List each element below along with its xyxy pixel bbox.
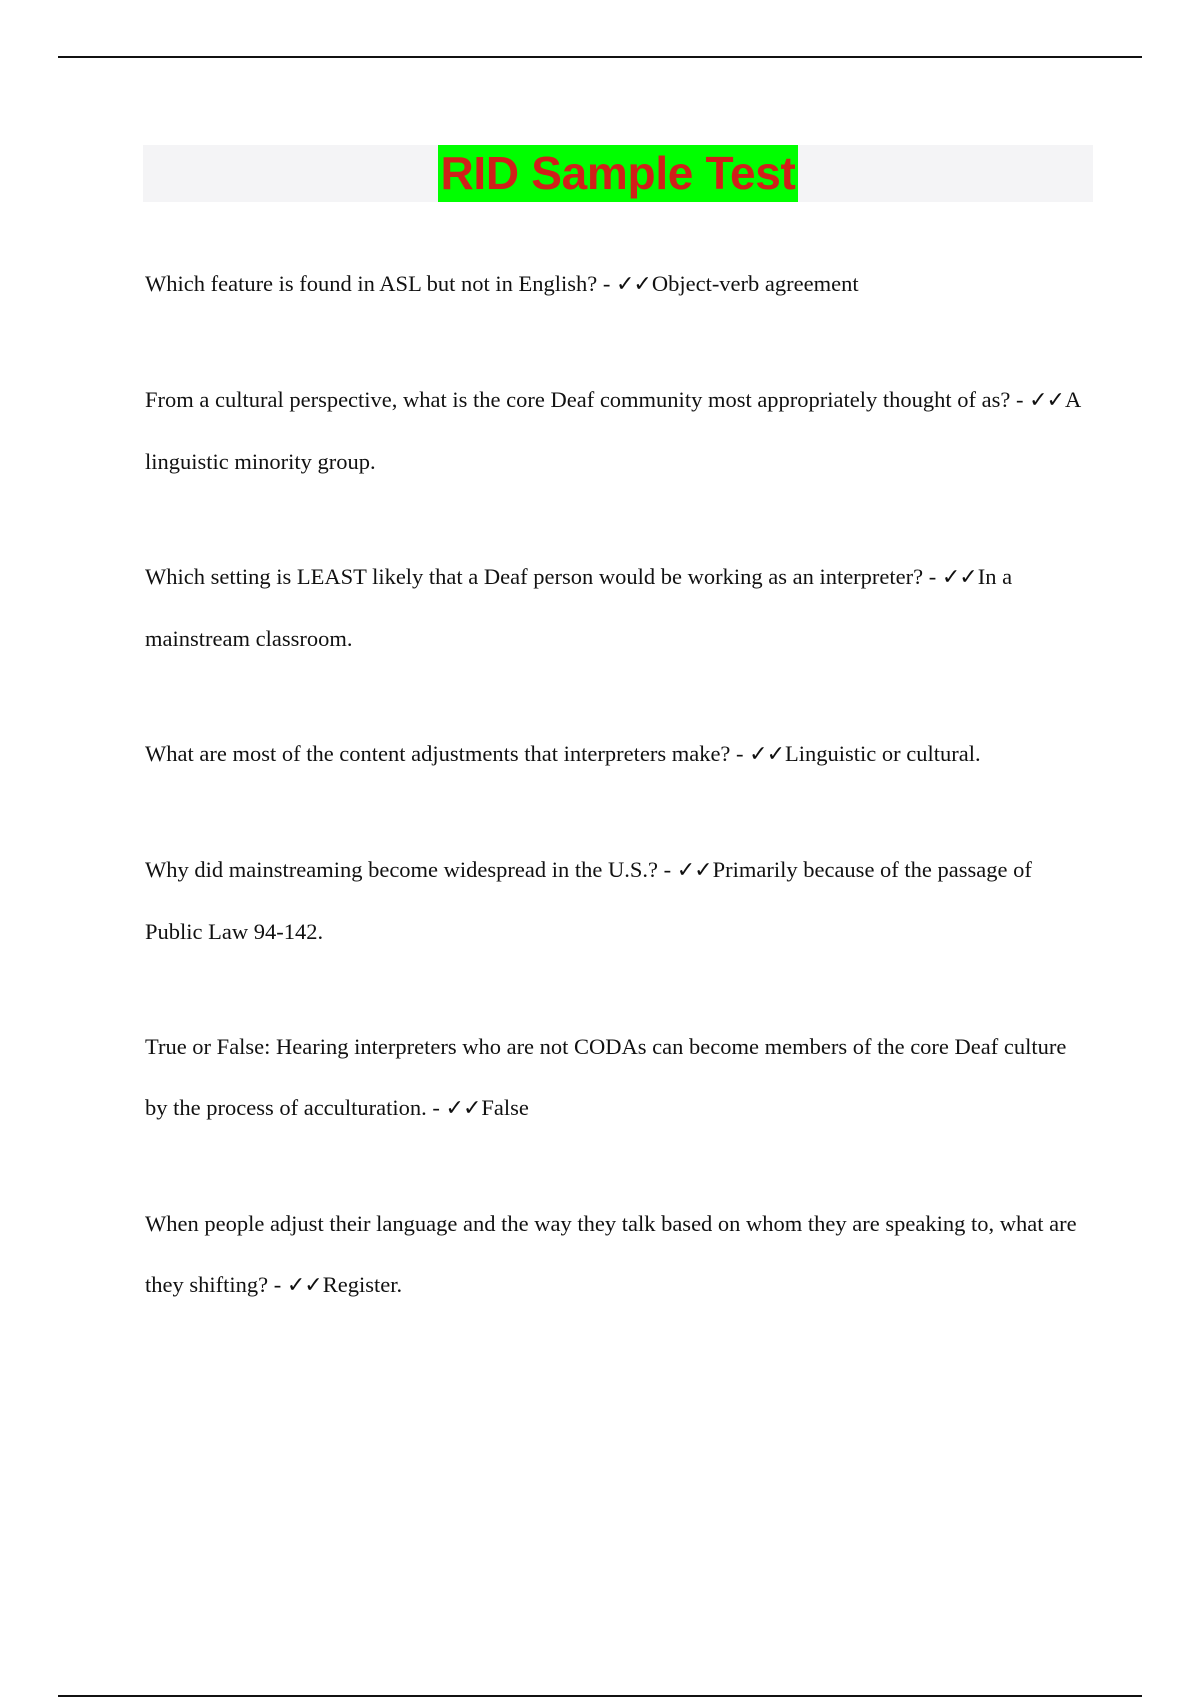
answer-text: Register. <box>322 1272 403 1297</box>
qa-item <box>145 253 1090 315</box>
double-check-icon: ✓✓ <box>941 565 977 590</box>
double-check-icon: ✓✓ <box>1029 388 1064 413</box>
double-check-icon: ✓✓ <box>676 858 712 883</box>
qa-item <box>145 839 1090 962</box>
qa-item <box>145 1193 1090 1316</box>
qa-item <box>145 369 1090 492</box>
title-band <box>143 145 1093 202</box>
question-text: What are most of the content adjustments that interpreters make? - <box>145 741 750 766</box>
question-text: Why did mainstreaming become widespread in the U.S.? - <box>145 857 677 882</box>
double-check-icon: ✓✓ <box>286 1273 322 1298</box>
double-check-icon: ✓✓ <box>615 272 651 297</box>
question-list <box>145 253 1090 1370</box>
question-text: Which setting is LEAST likely that a Deaf person would be working as an interpreter? - <box>145 564 942 589</box>
page-title: RID Sample Test <box>438 145 797 202</box>
double-check-icon: ✓✓ <box>445 1096 481 1121</box>
answer-text: Primarily because of the passage of Public Law 94-142. <box>145 857 1032 944</box>
qa-item <box>145 546 1090 669</box>
answer-text: In a mainstream classroom. <box>145 564 1013 651</box>
answer-text: Linguistic or cultural. <box>785 741 981 766</box>
question-text: Which feature is found in ASL but not in English? - <box>145 271 616 296</box>
top-rule <box>58 56 1142 58</box>
answer-text: A linguistic minority group. <box>145 387 1081 474</box>
answer-text: False <box>481 1095 529 1120</box>
qa-item <box>145 723 1090 785</box>
question-text: From a cultural perspective, what is the core Deaf community most appropriately thought of as? - <box>145 387 1030 412</box>
answer-text: Object-verb agreement <box>651 271 859 296</box>
bottom-rule <box>58 1695 1142 1697</box>
question-text: True or False: Hearing interpreters who are not CODAs can become members of the core Deaf culture by the process of acculturation. - <box>145 1034 1067 1120</box>
question-text: When people adjust their language and the way they talk based on whom they are speaking to, what are they shifting? - <box>145 1211 1077 1297</box>
double-check-icon: ✓✓ <box>749 742 785 767</box>
qa-item <box>145 1016 1090 1139</box>
